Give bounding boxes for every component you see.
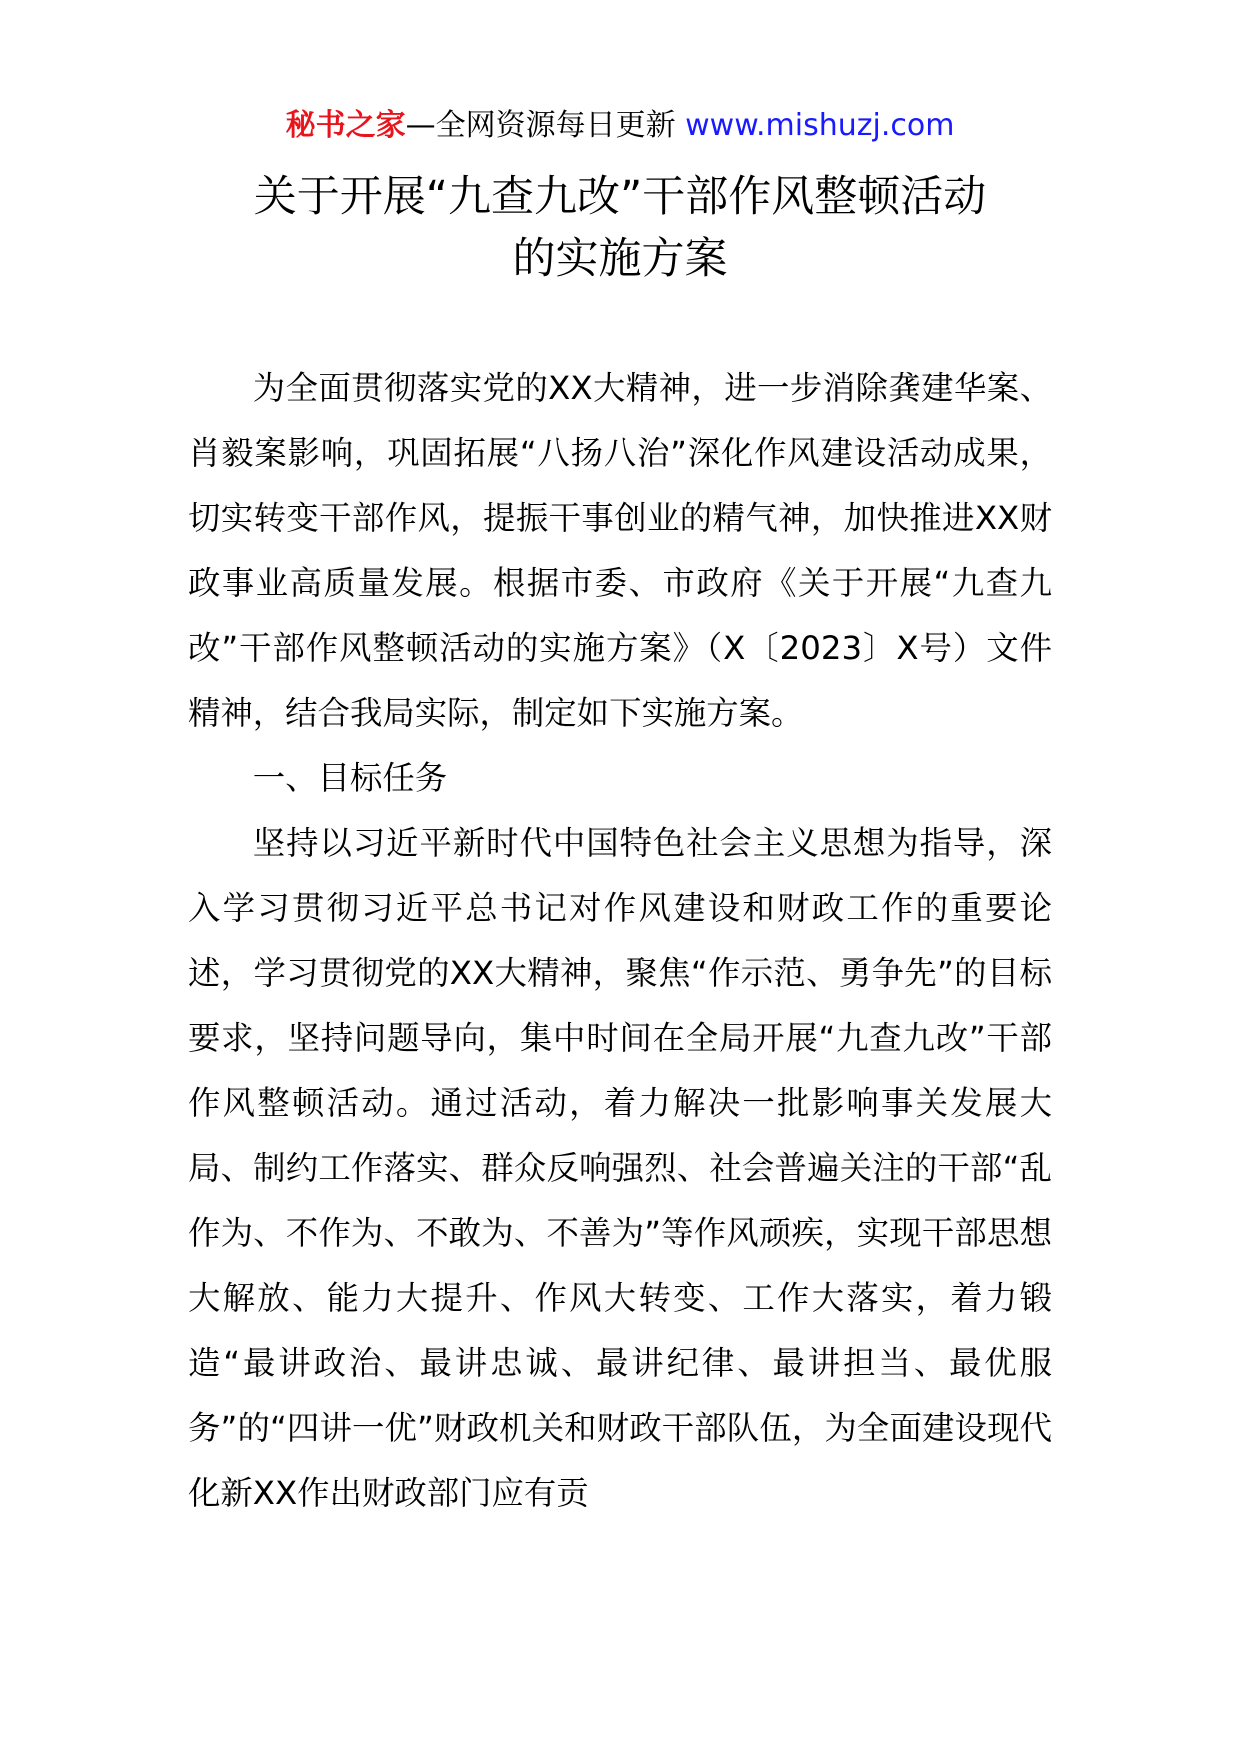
section-heading-goals: 一、目标任务: [252, 759, 448, 797]
goals-paragraph: 坚持以习近平新时代中国特色社会主义思想为指导，深入学习贯彻习近平总书记对作风建设和财政工作的重要论述，学习贯彻党的XX大精神，聚焦“作示范、勇争先”的目标要求，坚持问题导向，集中时间在全局开展“九查九改”干部作风整顿活动。通过活动，着力解决一批影响事关发展大局、制约工作落实、群众反响强烈、社会普遍关注的干部“乱作为、不作为、不敢为、不善为”等作风顽疾，实现干部思想大解放、能力大提升、作风大转变、工作大落实，着力锻造“最讲政治、最讲忠诚、最讲纪律、最讲担当、最优服务”的“四讲一优”财政机关和财政干部队伍，为全面建设现代化新XX作出财政部门应有贡: [188, 824, 1052, 1512]
brand-name: 秘书之家: [285, 108, 406, 143]
site-url-link[interactable]: www.mishuzj.com: [685, 108, 955, 143]
header-slogan: —全网资源每日更新: [405, 108, 676, 143]
document-title: [150, 166, 1090, 290]
title-line-2: 的实施方案: [512, 234, 728, 284]
title-line-1: 关于开展“九查九改”干部作风整顿活动: [253, 172, 987, 222]
document-body: [188, 356, 1052, 1526]
intro-paragraph: 为全面贯彻落实党的XX大精神，进一步消除龚建华案、肖毅案影响，巩固拓展“八扬八治”深化作风建设活动成果，切实转变干部作风，提振干事创业的精气神，加快推进XX财政事业高质量发展。根据市委、市政府《关于开展“九查九改”干部作风整顿活动的实施方案》（X〔2023〕X号）文件精神，结合我局实际，制定如下实施方案。: [188, 369, 1052, 732]
page-header: [0, 104, 1240, 148]
